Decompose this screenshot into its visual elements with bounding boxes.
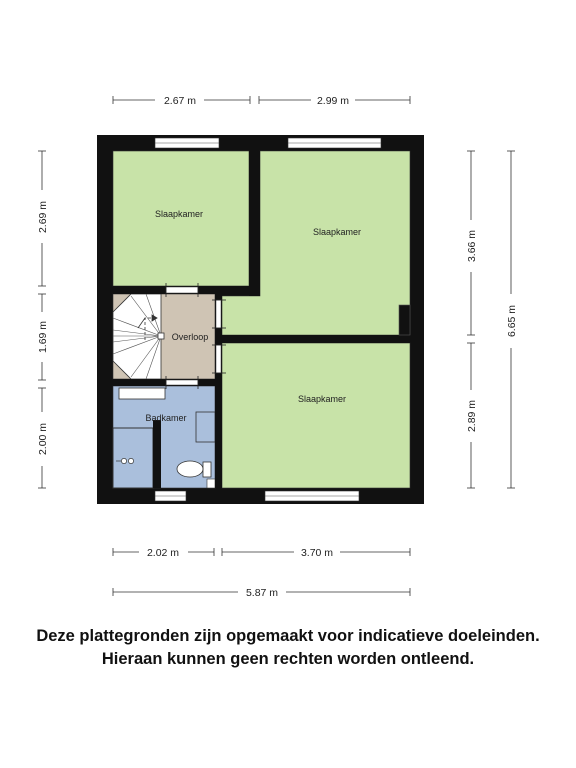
dim-bottom-left: 2.02 m bbox=[146, 547, 180, 559]
bath-cabinet bbox=[119, 388, 165, 399]
room-label-bathroom: Badkamer bbox=[145, 413, 187, 423]
dim-right-bottom: 2.89 m bbox=[466, 399, 478, 433]
dim-left-middle: 1.69 m bbox=[37, 320, 49, 354]
room-label-landing: Overloop bbox=[171, 332, 209, 342]
dim-right-top: 3.66 m bbox=[466, 229, 478, 263]
disclaimer-line-2: Hieraan kunnen geen rechten worden ontleend. bbox=[101, 650, 475, 668]
dim-top-left: 2.67 m bbox=[163, 95, 197, 107]
radiator bbox=[207, 479, 215, 488]
disclaimer bbox=[0, 625, 576, 671]
dim-bottom-right: 3.70 m bbox=[300, 547, 334, 559]
bedroom-bottom-right bbox=[222, 343, 410, 488]
room-label-bedroom-1: Slaapkamer bbox=[154, 209, 204, 219]
disclaimer-line-1: Deze plattegronden zijn opgemaakt voor indicatieve doeleinden. bbox=[36, 627, 540, 645]
duct bbox=[399, 305, 410, 335]
dim-bottom-total: 5.87 m bbox=[245, 587, 279, 599]
room-label-bedroom-2: Slaapkamer bbox=[312, 227, 362, 237]
dim-left-bottom: 2.00 m bbox=[37, 422, 49, 456]
washbasin bbox=[196, 412, 215, 442]
toilet bbox=[177, 461, 211, 477]
dim-left-top: 2.69 m bbox=[37, 200, 49, 234]
room-label-bedroom-3: Slaapkamer bbox=[297, 394, 347, 404]
shower bbox=[113, 428, 153, 488]
dim-top-right: 2.99 m bbox=[316, 95, 350, 107]
dim-right-total: 6.65 m bbox=[506, 304, 518, 338]
stairwell bbox=[113, 294, 161, 379]
